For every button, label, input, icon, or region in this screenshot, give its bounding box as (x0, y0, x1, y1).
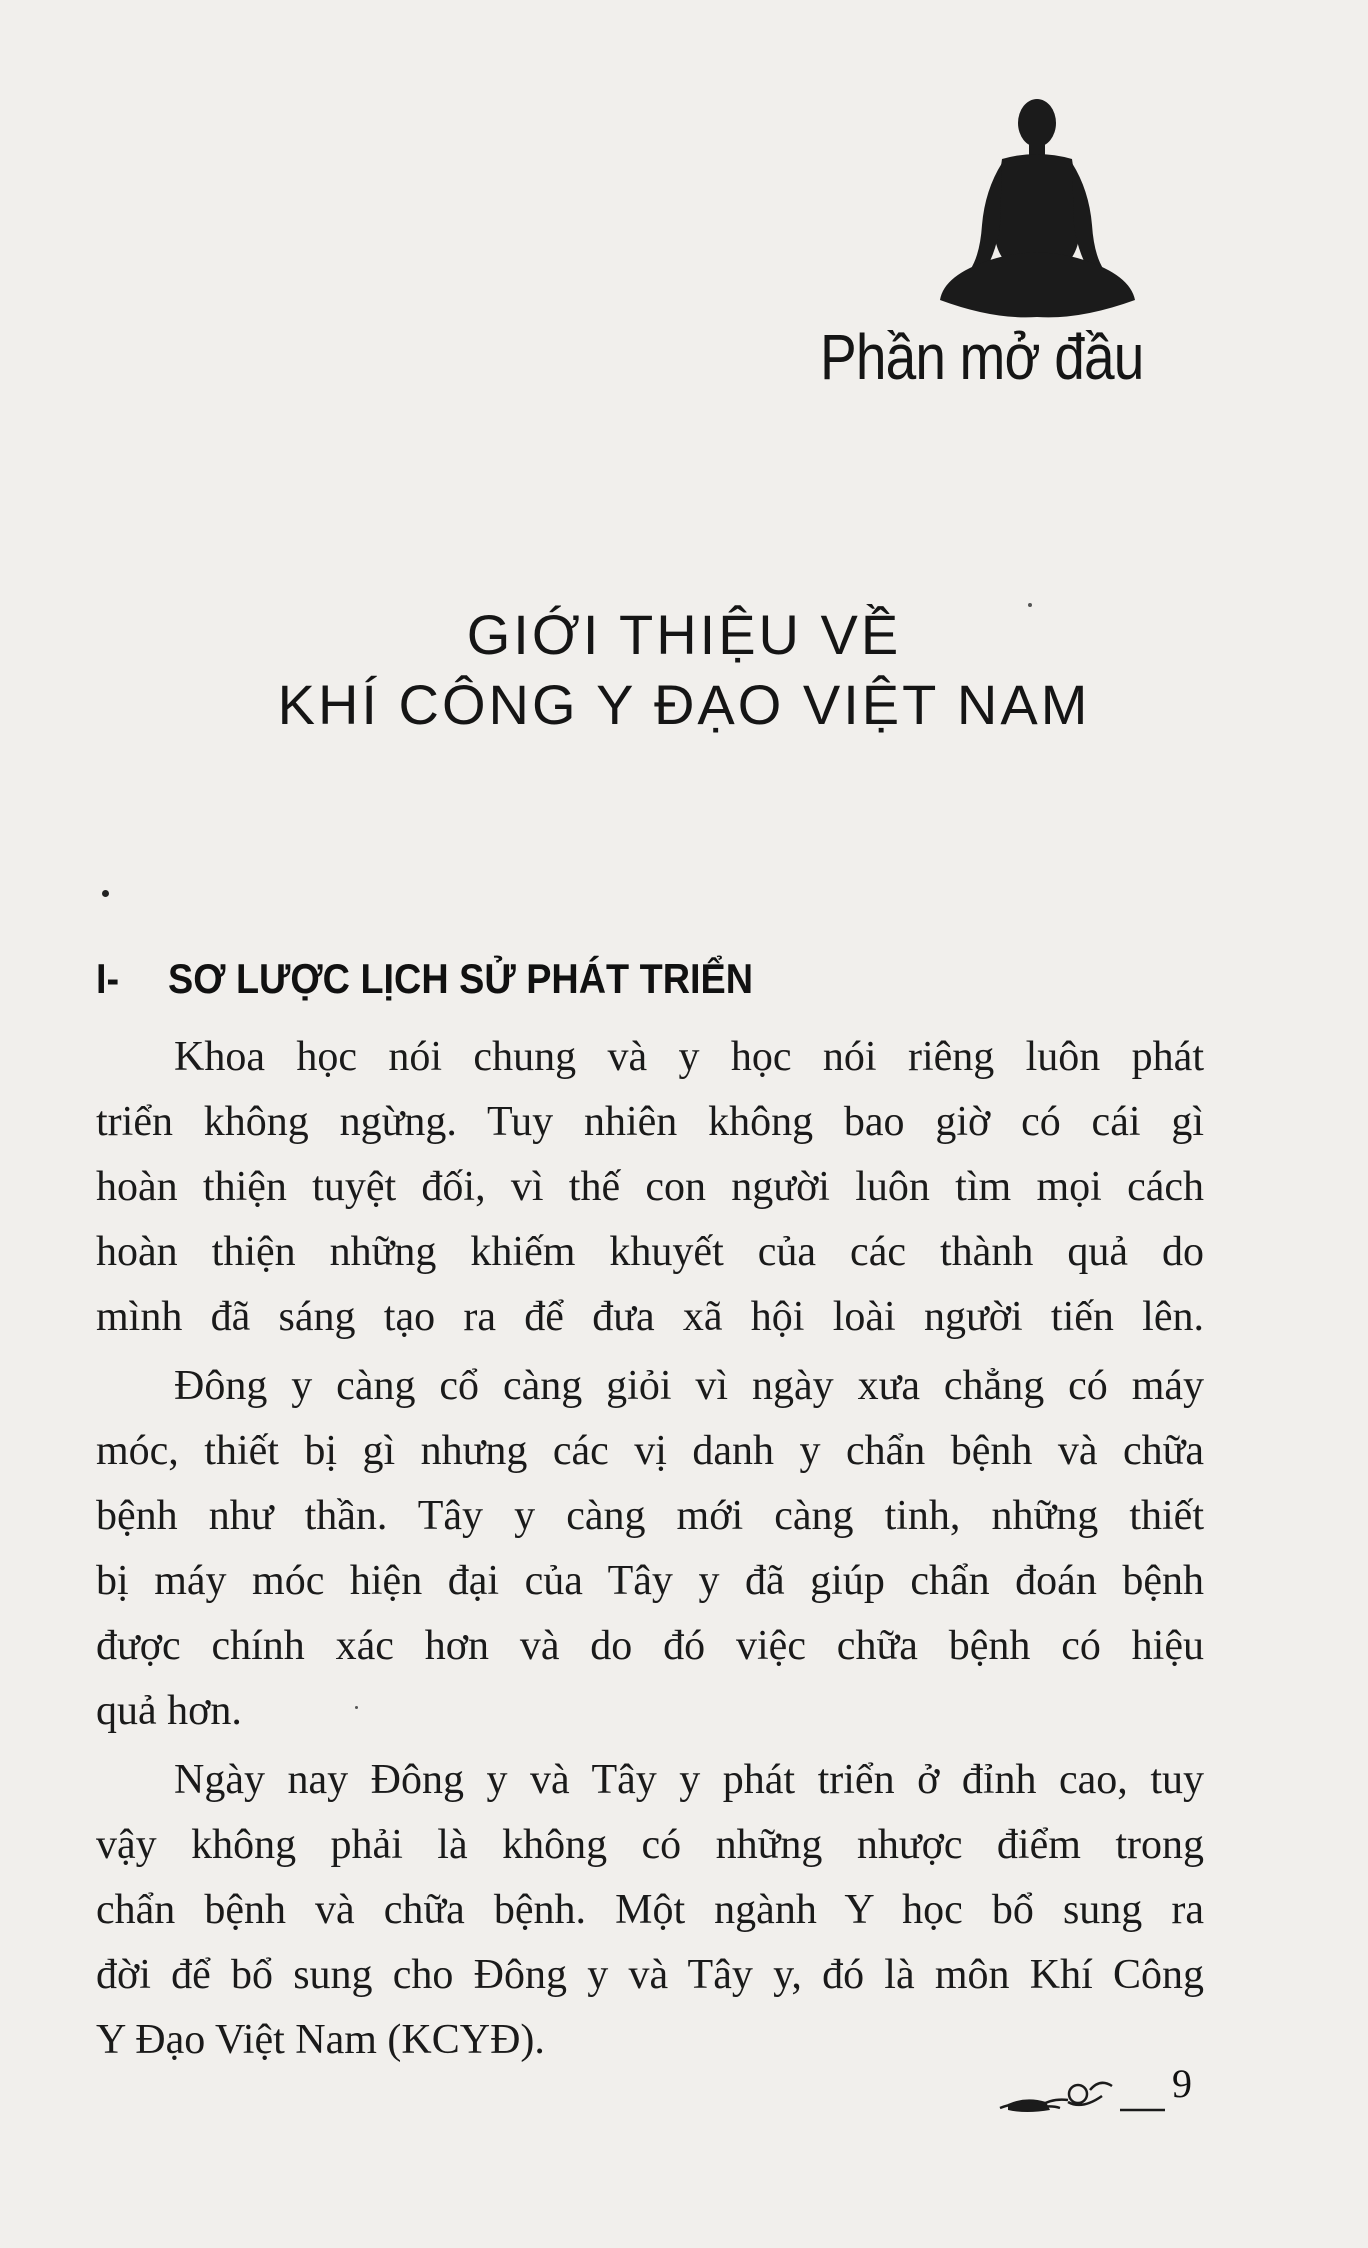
meditation-figure-icon (930, 95, 1145, 330)
section-number: I- (96, 955, 120, 1002)
text-line: bệnh như thần. Tây y càng mới càng tinh, những thiết (96, 1493, 1204, 1539)
text-line: bị máy móc hiện đại của Tây y đã giúp chẩn đoán bệnh (96, 1558, 1204, 1604)
part-title: Phần mở đầu (820, 321, 1144, 393)
text-line: chẩn bệnh và chữa bệnh. Một ngành Y học bổ sung ra (96, 1887, 1204, 1933)
chapter-title-line-1: GIỚI THIỆU VỀ (466, 603, 902, 666)
text-line: triển không ngừng. Tuy nhiên không bao giờ có cái gì (96, 1099, 1204, 1145)
text-line: quả hơn. (96, 1688, 242, 1734)
paragraph-1 (96, 1025, 1204, 1350)
text-line: đời để bổ sung cho Đông y và Tây y, đó là môn Khí Công (96, 1952, 1204, 1998)
text-line: Ngày nay Đông y và Tây y phát triển ở đỉnh cao, tuy (174, 1757, 1204, 1803)
print-speck (1028, 603, 1032, 607)
text-line: hoàn thiện tuyệt đối, vì thế con người luôn tìm mọi cách (96, 1164, 1204, 1210)
section-heading (96, 955, 753, 1003)
text-line: được chính xác hơn và do đó việc chữa bệnh có hiệu (96, 1623, 1204, 1669)
text-line: Y Đạo Việt Nam (KCYĐ). (96, 2017, 545, 2063)
bullet-dot (102, 890, 109, 897)
paragraph-2 (96, 1354, 1204, 1744)
text-line: mình đã sáng tạo ra để đưa xã hội loài người tiến lên. (96, 1294, 1204, 1340)
chapter-title-line-2: KHÍ CÔNG Y ĐẠO VIỆT NAM (277, 673, 1091, 736)
body-text (96, 1025, 1204, 2077)
text-line: hoàn thiện những khiếm khuyết của các thành quả do (96, 1229, 1204, 1275)
section-heading-text: SƠ LƯỢC LỊCH SỬ PHÁT TRIỂN (168, 955, 754, 1002)
text-line: Khoa học nói chung và y học nói riêng luôn phát (174, 1034, 1204, 1080)
chapter-title (0, 600, 1368, 740)
text-line: vậy không phải là không có những nhược điểm trong (96, 1822, 1204, 1868)
paragraph-3 (96, 1748, 1204, 2073)
page-number: 9 (1172, 2061, 1192, 2106)
text-line: móc, thiết bị gì nhưng các vị danh y chẩn bệnh và chữa (96, 1428, 1204, 1474)
text-line: Đông y càng cổ càng giỏi vì ngày xưa chẳng có máy (174, 1363, 1204, 1409)
print-speck (355, 1706, 358, 1709)
